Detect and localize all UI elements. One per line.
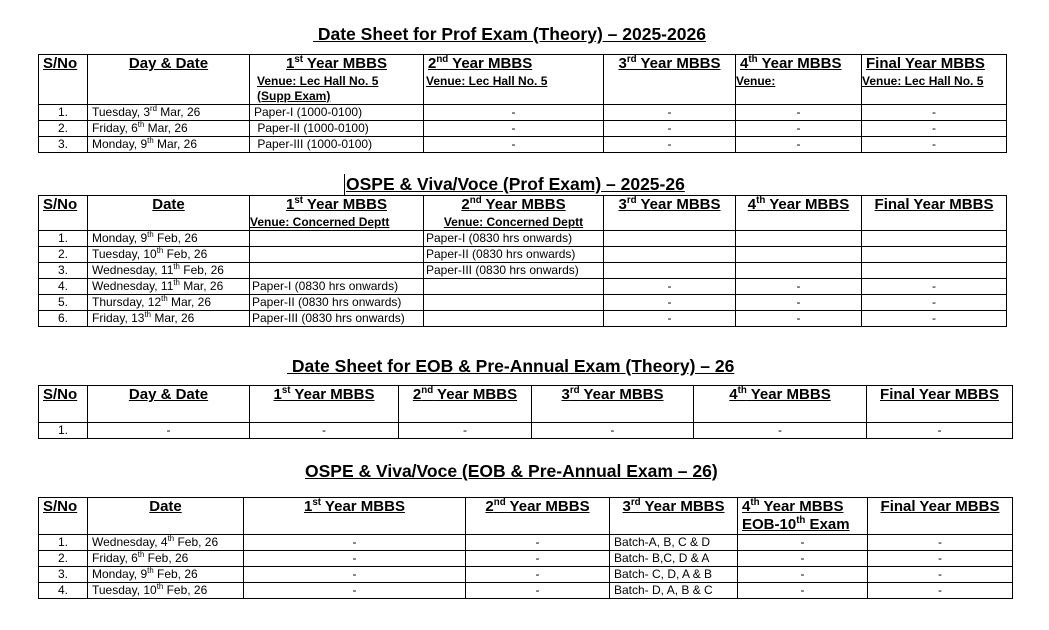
row-1st-year [250, 231, 424, 247]
row-3rd-year: - [532, 423, 694, 439]
header-3rd-year: 3rd Year MBBS [610, 498, 738, 535]
row-sno: 6. [39, 311, 88, 327]
header-date: Date [88, 196, 250, 215]
venue-4th-year: Venue: [736, 74, 862, 105]
header-sno: S/No [39, 55, 88, 74]
header-1st-year: 1st Year MBBS [250, 386, 399, 423]
header-final-year: Final Year MBBS [868, 498, 1013, 535]
row-2nd-year [424, 279, 604, 295]
row-3rd-year: - [604, 279, 736, 295]
header-3rd-year: 3rd Year MBBS [604, 196, 736, 215]
header-date: Date [88, 498, 244, 535]
row-4th-year: - [738, 535, 868, 551]
header-4th-year: 4th Year MBBS [736, 196, 862, 215]
empty-cell [736, 215, 862, 231]
row-4th-year: - [738, 583, 868, 599]
row-2nd-year: - [424, 121, 604, 137]
section3-title: Date Sheet for EOB & Pre-Annual Exam (Theory) – 26 [287, 356, 735, 376]
section1-title: Date Sheet for Prof Exam (Theory) – 2025-2026 [313, 24, 706, 44]
empty-cell [39, 74, 88, 105]
row-3rd-year: Batch-A, B, C & D [610, 535, 738, 551]
row-final-year: - [868, 583, 1013, 599]
table-row [39, 231, 1007, 247]
row-date: Tuesday, 10th Feb, 26 [88, 247, 250, 263]
table-row [39, 263, 1007, 279]
header-day-date: Day & Date [88, 386, 250, 423]
empty-cell [604, 74, 736, 105]
row-3rd-year: - [604, 311, 736, 327]
header-sno: S/No [39, 498, 88, 535]
table-row [39, 583, 1013, 599]
table-row [39, 105, 1007, 121]
row-4th-year [736, 231, 862, 247]
row-1st-year: Paper-III (1000-0100) [250, 137, 424, 153]
header-3rd-year: 3rd Year MBBS [604, 55, 736, 74]
row-final-year: - [868, 567, 1013, 583]
row-date: Monday, 9th Feb, 26 [88, 231, 250, 247]
row-4th-year: - [738, 567, 868, 583]
venue-1st-year: Venue: Concerned Deptt [250, 215, 424, 231]
row-4th-year: - [736, 311, 862, 327]
venue-2nd-year: Venue: Lec Hall No. 5 [424, 74, 604, 105]
empty-cell [88, 215, 250, 231]
row-1st-year: - [244, 567, 466, 583]
row-1st-year: - [244, 535, 466, 551]
row-4th-year: - [736, 295, 862, 311]
row-sno: 3. [39, 263, 88, 279]
row-sno: 5. [39, 295, 88, 311]
row-3rd-year: Batch- C, D, A & B [610, 567, 738, 583]
header-4th-year: 4th Year MBBS EOB-10th Exam [738, 498, 868, 535]
row-date: Friday, 6th Feb, 26 [88, 551, 244, 567]
table-row [39, 423, 1013, 439]
table-row [39, 247, 1007, 263]
row-sno: 1. [39, 423, 88, 439]
row-final-year: - [862, 105, 1007, 121]
section2-title: OSPE & Viva/Voce (Prof Exam) – 2025-26 [346, 174, 685, 194]
row-final-year [862, 247, 1007, 263]
row-3rd-year: Batch- B,C, D & A [610, 551, 738, 567]
row-sno: 4. [39, 583, 88, 599]
empty-cell [604, 215, 736, 231]
header-final-year: Final Year MBBS [862, 55, 1007, 74]
row-date: Thursday, 12th Mar, 26 [88, 295, 250, 311]
row-date: Friday, 13th Mar, 26 [88, 311, 250, 327]
row-2nd-year [424, 295, 604, 311]
row-4th-year [736, 263, 862, 279]
row-1st-year: - [244, 583, 466, 599]
header-final-year: Final Year MBBS [862, 196, 1007, 215]
header-2nd-year: 2nd Year MBBS [399, 386, 532, 423]
row-3rd-year: - [604, 295, 736, 311]
row-sno: 2. [39, 551, 88, 567]
row-4th-year: - [736, 137, 862, 153]
row-date: Wednesday, 11th Feb, 26 [88, 263, 250, 279]
row-sno: 1. [39, 105, 88, 121]
row-4th-year: - [738, 551, 868, 567]
row-2nd-year: - [466, 551, 610, 567]
row-1st-year: - [244, 551, 466, 567]
row-4th-year [736, 247, 862, 263]
table-row [39, 311, 1007, 327]
row-date: Wednesday, 4th Feb, 26 [88, 535, 244, 551]
row-final-year: - [868, 551, 1013, 567]
row-final-year: - [862, 137, 1007, 153]
row-1st-year: Paper-II (1000-0100) [250, 121, 424, 137]
row-3rd-year [604, 247, 736, 263]
row-date: - [88, 423, 250, 439]
row-date: Monday, 9th Mar, 26 [88, 137, 250, 153]
venue-final-year: Venue: Lec Hall No. 5 [862, 74, 1007, 105]
row-1st-year: Paper-I (1000-0100) [250, 105, 424, 121]
row-date: Tuesday, 3rd Mar, 26 [88, 105, 250, 121]
row-1st-year: Paper-I (0830 hrs onwards) [250, 279, 424, 295]
row-3rd-year: - [604, 121, 736, 137]
empty-cell [39, 215, 88, 231]
header-1st-year: 1st Year MBBS [250, 196, 424, 215]
row-2nd-year: Paper-III (0830 hrs onwards) [424, 263, 604, 279]
row-2nd-year: - [466, 567, 610, 583]
header-day-date: Day & Date [88, 55, 250, 74]
header-4th-year-sub: EOB-10th Exam [742, 515, 850, 533]
row-1st-year [250, 263, 424, 279]
table-row [39, 551, 1013, 567]
row-2nd-year: Paper-II (0830 hrs onwards) [424, 247, 604, 263]
row-final-year [862, 263, 1007, 279]
header-2nd-year: 2nd Year MBBS [424, 55, 604, 74]
row-2nd-year: - [424, 137, 604, 153]
row-sno: 1. [39, 231, 88, 247]
table-row [39, 279, 1007, 295]
section4-title: OSPE & Viva/Voce (EOB & Pre-Annual Exam – 26) [305, 461, 718, 481]
header-final-year: Final Year MBBS [867, 386, 1013, 423]
row-1st-year [250, 247, 424, 263]
row-date: Tuesday, 10th Feb, 26 [88, 583, 244, 599]
table-row [39, 121, 1007, 137]
row-final-year: - [868, 535, 1013, 551]
row-sno: 2. [39, 121, 88, 137]
table-row [39, 295, 1007, 311]
header-2nd-year: 2nd Year MBBS [466, 498, 610, 535]
ospe-eob-table [38, 497, 1013, 599]
prof-theory-table [38, 54, 1007, 153]
row-final-year: - [867, 423, 1013, 439]
row-2nd-year: - [399, 423, 532, 439]
row-sno: 1. [39, 535, 88, 551]
row-3rd-year: Batch- D, A, B & C [610, 583, 738, 599]
row-final-year: - [862, 279, 1007, 295]
row-3rd-year: - [604, 137, 736, 153]
row-date: Friday, 6th Mar, 26 [88, 121, 250, 137]
row-final-year [862, 231, 1007, 247]
row-3rd-year: - [604, 105, 736, 121]
header-sno: S/No [39, 386, 88, 423]
row-sno: 3. [39, 137, 88, 153]
row-2nd-year: - [466, 535, 610, 551]
table-row [39, 535, 1013, 551]
empty-cell [862, 215, 1007, 231]
row-2nd-year: - [466, 583, 610, 599]
row-sno: 3. [39, 567, 88, 583]
row-final-year: - [862, 121, 1007, 137]
row-sno: 4. [39, 279, 88, 295]
header-sno: S/No [39, 196, 88, 215]
table-row [39, 567, 1013, 583]
header-2nd-year: 2nd Year MBBS [424, 196, 604, 215]
row-4th-year: - [736, 121, 862, 137]
venue-2nd-year: Venue: Concerned Deptt [424, 215, 604, 231]
table-row [39, 137, 1007, 153]
row-4th-year: - [736, 105, 862, 121]
row-3rd-year [604, 263, 736, 279]
row-2nd-year: - [424, 105, 604, 121]
header-3rd-year: 3rd Year MBBS [532, 386, 694, 423]
ospe-prof-table [38, 195, 1007, 327]
header-1st-year: 1st Year MBBS [244, 498, 466, 535]
row-2nd-year: Paper-I (0830 hrs onwards) [424, 231, 604, 247]
row-4th-year: - [694, 423, 867, 439]
row-date: Wednesday, 11th Mar, 26 [88, 279, 250, 295]
venue-1st-year: Venue: Lec Hall No. 5 (Supp Exam) [250, 74, 424, 105]
header-4th-year: 4th Year MBBS [694, 386, 867, 423]
row-final-year: - [862, 311, 1007, 327]
row-1st-year: Paper-III (0830 hrs onwards) [250, 311, 424, 327]
header-4th-year: 4th Year MBBS [736, 55, 862, 74]
row-4th-year: - [736, 279, 862, 295]
row-1st-year: - [250, 423, 399, 439]
row-sno: 2. [39, 247, 88, 263]
row-final-year: - [862, 295, 1007, 311]
row-date: Monday, 9th Feb, 26 [88, 567, 244, 583]
row-1st-year: Paper-II (0830 hrs onwards) [250, 295, 424, 311]
header-1st-year: 1st Year MBBS [250, 55, 424, 74]
empty-cell [88, 74, 250, 105]
eob-theory-table [38, 385, 1013, 439]
row-3rd-year [604, 231, 736, 247]
row-2nd-year [424, 311, 604, 327]
